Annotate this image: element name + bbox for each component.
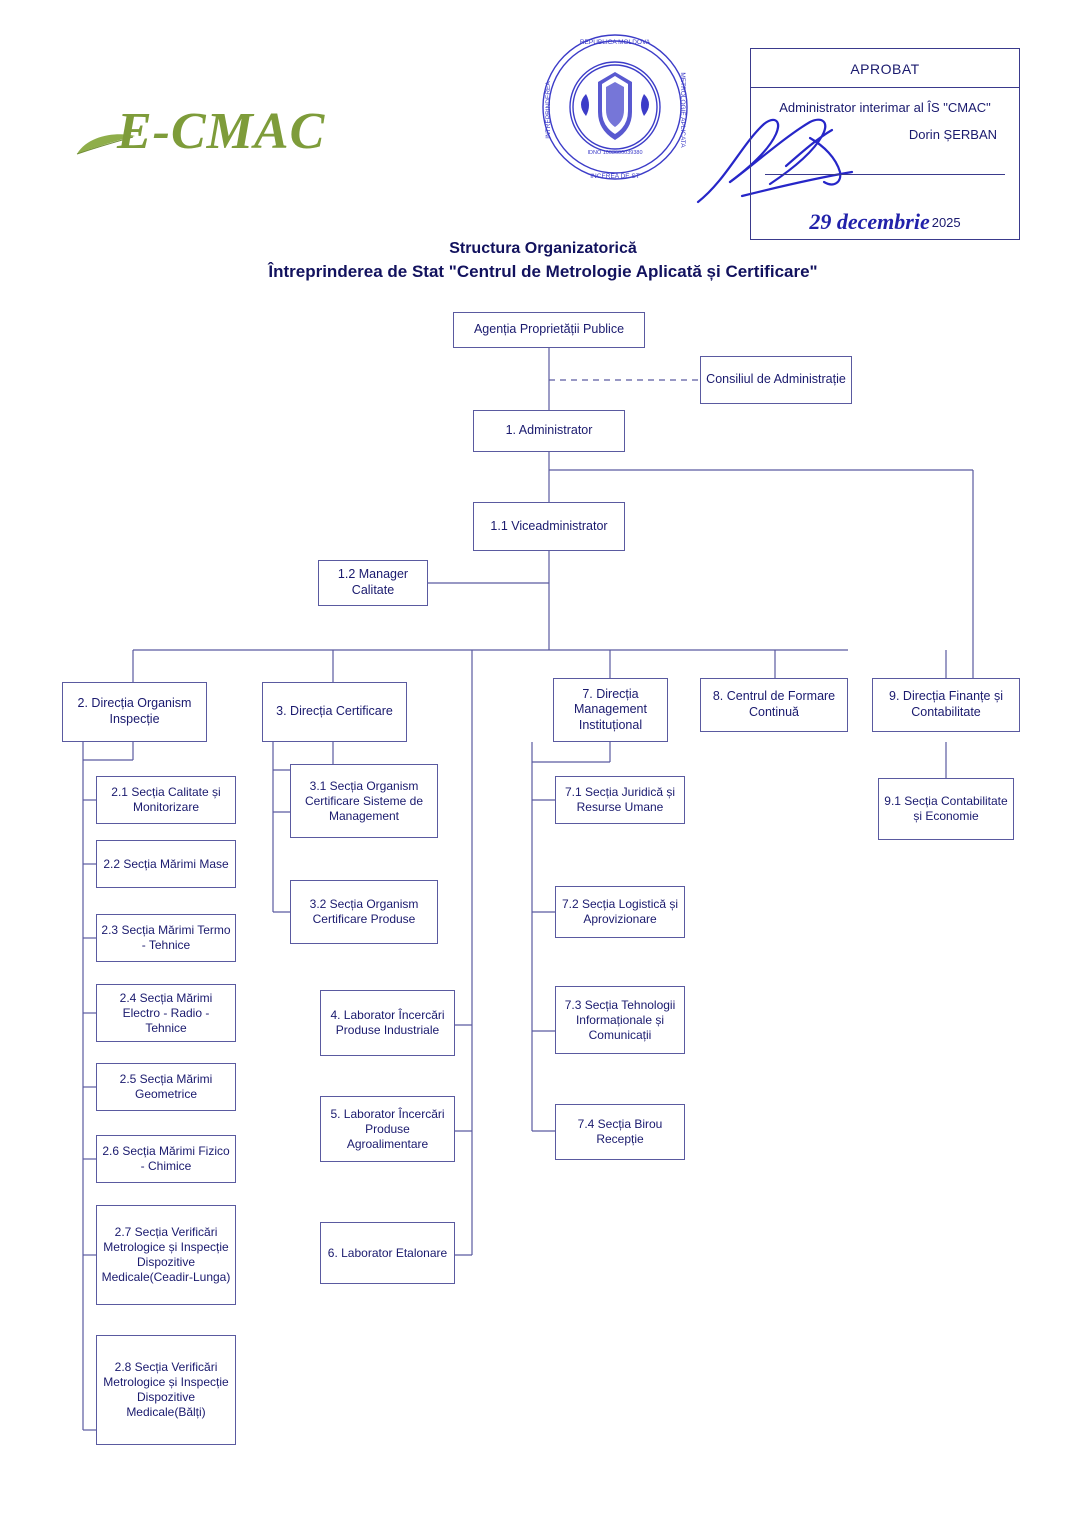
approval-line1: Administrator interimar al ÎS "CMAC" xyxy=(779,100,991,115)
node-3-certification-directorate[interactable]: 3. Direcția Certificare xyxy=(262,682,407,742)
node-2-7[interactable]: 2.7 Secția Verificări Metrologice și Inspecție Dispozitive Medicale(Ceadir-Lunga) xyxy=(96,1205,236,1305)
node-4-lab-industrial[interactable]: 4. Laborator Încercări Produse Industriale xyxy=(320,990,455,1056)
node-administrator[interactable]: 1. Administrator xyxy=(473,410,625,452)
node-2-inspection-directorate[interactable]: 2. Direcția Organism Inspecție xyxy=(62,682,207,742)
svg-text:INCEREA DE ST: INCEREA DE ST xyxy=(590,173,640,180)
node-9-finance-directorate[interactable]: 9. Direcția Finanțe și Contabilitate xyxy=(872,678,1020,732)
node-8-training-center[interactable]: 8. Centrul de Formare Continuă xyxy=(700,678,848,732)
node-2-3[interactable]: 2.3 Secția Mărimi Termo - Tehnice xyxy=(96,914,236,962)
node-7-2[interactable]: 7.2 Secția Logistică și Aprovizionare xyxy=(555,886,685,938)
approval-date-handwritten: 29 decembrie xyxy=(809,209,930,234)
node-6-lab-calibration[interactable]: 6. Laborator Etalonare xyxy=(320,1222,455,1284)
node-agency[interactable]: Agenția Proprietății Publice xyxy=(453,312,645,348)
node-2-8[interactable]: 2.8 Secția Verificări Metrologice și Inspecție Dispozitive Medicale(Bălți) xyxy=(96,1335,236,1445)
approval-box xyxy=(750,48,1020,240)
approval-title: APROBAT xyxy=(850,61,920,77)
node-3-2[interactable]: 3.2 Secția Organism Certificare Produse xyxy=(290,880,438,944)
logo xyxy=(75,100,365,180)
node-2-5[interactable]: 2.5 Secția Mărimi Geometrice xyxy=(96,1063,236,1111)
approval-divider xyxy=(751,87,1019,88)
node-council[interactable]: Consiliul de Administrație xyxy=(700,356,852,404)
node-quality-manager[interactable]: 1.2 Manager Calitate xyxy=(318,560,428,606)
node-7-1[interactable]: 7.1 Secția Juridică și Resurse Umane xyxy=(555,776,685,824)
node-2-1[interactable]: 2.1 Secția Calitate și Monitorizare xyxy=(96,776,236,824)
page-title-line2: Întreprinderea de Stat "Centrul de Metrologie Aplicată și Certificare" xyxy=(268,262,818,281)
node-3-1[interactable]: 3.1 Secția Organism Certificare Sisteme de Management xyxy=(290,764,438,838)
node-2-6[interactable]: 2.6 Secția Mărimi Fizico - Chimice xyxy=(96,1135,236,1183)
signature-line xyxy=(765,174,1005,175)
node-7-4[interactable]: 7.4 Secția Birou Recepție xyxy=(555,1104,685,1160)
node-7-management-directorate[interactable]: 7. Direcția Management Instituțional xyxy=(553,678,668,742)
node-viceadministrator[interactable]: 1.1 Viceadministrator xyxy=(473,502,625,551)
state-seal-stamp xyxy=(540,32,690,182)
node-9-1[interactable]: 9.1 Secția Contabilitate și Economie xyxy=(878,778,1014,840)
page-title-line1: Structura Organizatorică xyxy=(449,240,637,257)
approval-date-year: 2025 xyxy=(931,215,961,230)
svg-text:IDNO 1003600039380: IDNO 1003600039380 xyxy=(587,150,643,156)
node-7-3[interactable]: 7.3 Secția Tehnologii Informaționale și Comunicații xyxy=(555,986,685,1054)
node-2-2[interactable]: 2.2 Secția Mărimi Mase xyxy=(96,840,236,888)
node-2-4[interactable]: 2.4 Secția Mărimi Electro - Radio - Tehnice xyxy=(96,984,236,1042)
approval-date xyxy=(751,209,1019,235)
approval-line2: Dorin ȘERBAN xyxy=(908,127,997,142)
node-5-lab-agrifood[interactable]: 5. Laborator Încercări Produse Agroalimentare xyxy=(320,1096,455,1162)
svg-text:REPUBLICA MOLDOVA: REPUBLICA MOLDOVA xyxy=(579,39,651,46)
svg-text:INTREPRINDEREA: INTREPRINDEREA xyxy=(545,81,552,139)
svg-text:METROLOGIE APLICATA: METROLOGIE APLICATA xyxy=(679,72,686,148)
logo-text: E-CMAC xyxy=(117,103,326,160)
